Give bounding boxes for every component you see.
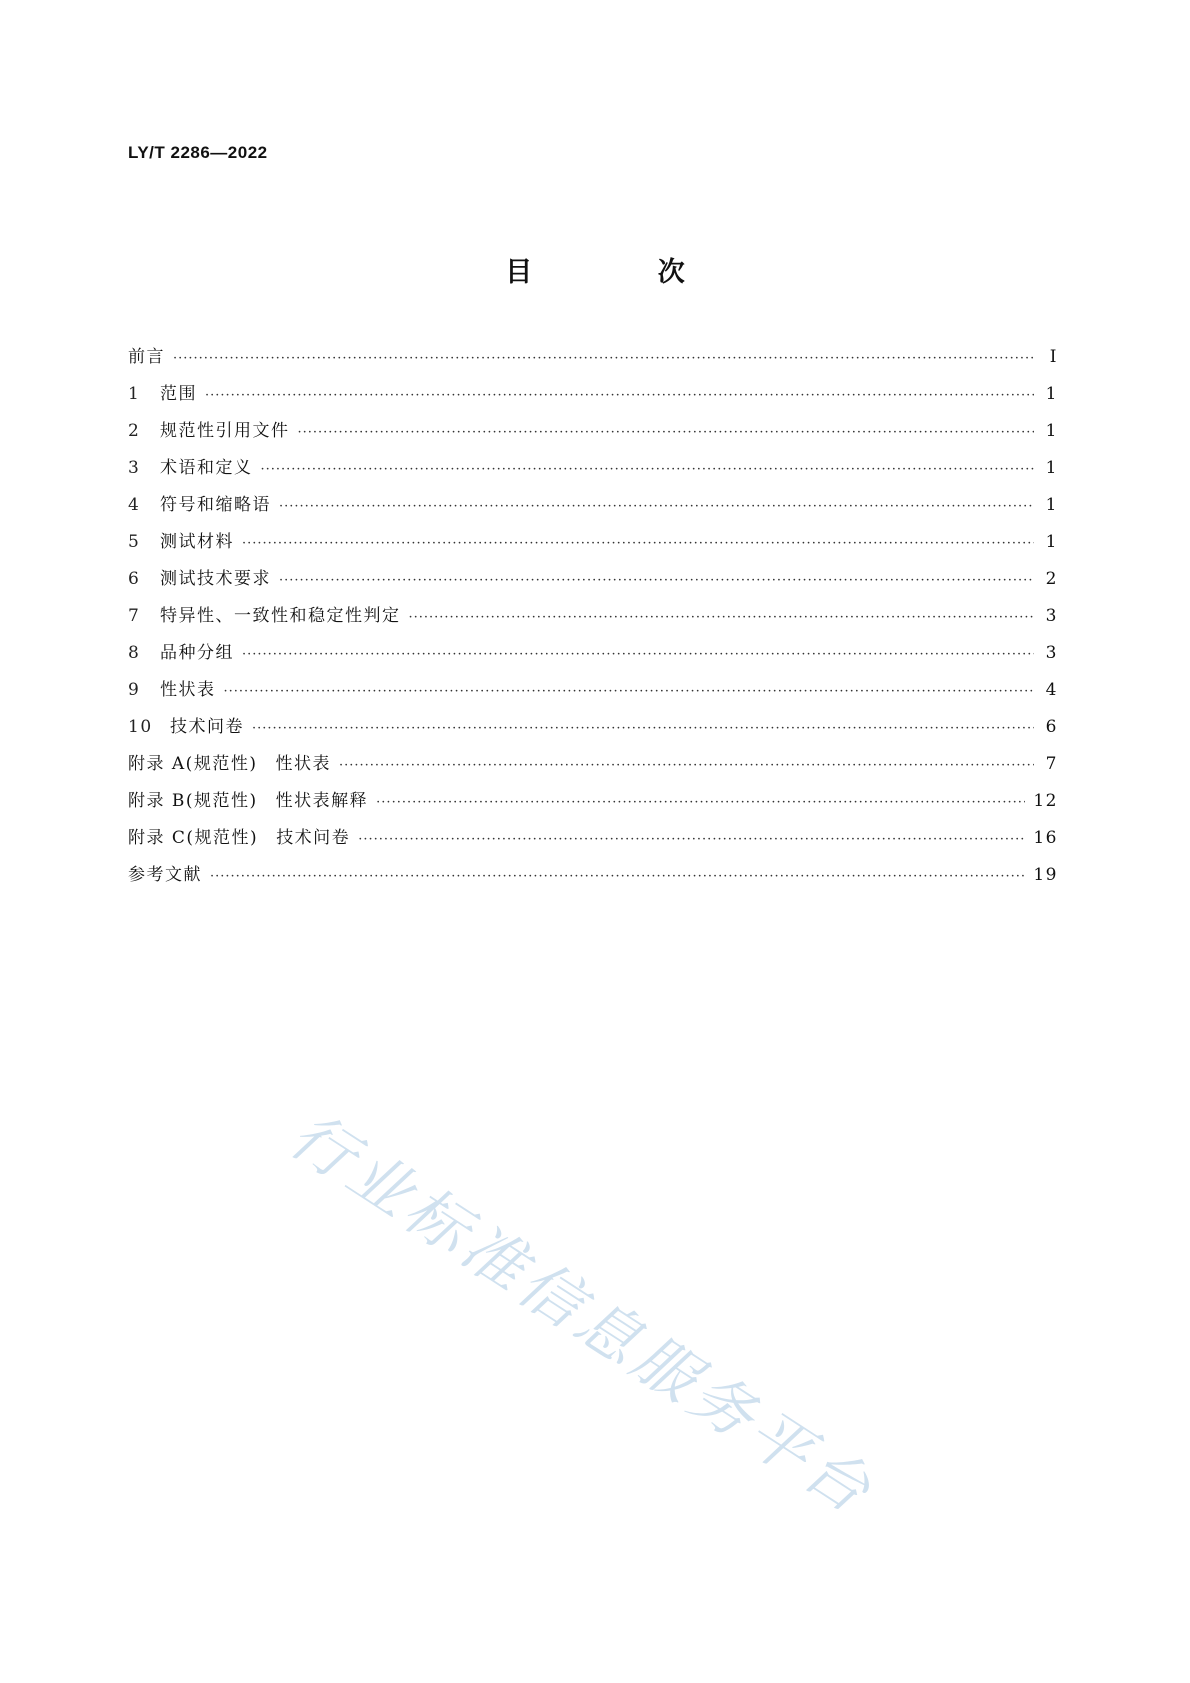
toc-entry-page: 4 — [1045, 680, 1058, 700]
document-code: LY/T 2286—2022 — [128, 143, 268, 162]
annex-title: 性状表 — [275, 754, 331, 774]
toc-entry-foreword[interactable] — [128, 342, 1058, 379]
toc-entry-number: 9 — [128, 680, 141, 700]
toc-entry-label: 品种分组 — [160, 643, 234, 663]
toc-entry-label: 测试技术要求 — [160, 569, 271, 589]
dot-leader — [279, 499, 1034, 514]
toc-entry-page: 7 — [1045, 754, 1058, 774]
dot-leader — [261, 462, 1035, 477]
annex-title: 技术问卷 — [276, 828, 351, 848]
toc-entry-label: 符号和缩略语 — [160, 495, 271, 515]
toc-entry-page: 3 — [1045, 643, 1058, 663]
toc-entry-page: 1 — [1045, 384, 1058, 404]
dot-leader — [409, 610, 1035, 625]
toc-entry-page: 1 — [1045, 532, 1058, 552]
dot-leader — [358, 832, 1025, 847]
toc-entry-page: 16 — [1033, 828, 1058, 848]
dot-leader — [298, 425, 1035, 440]
toc-entry-test-materials[interactable] — [128, 527, 1058, 564]
toc-entry-label: 技术问卷 — [170, 717, 244, 737]
dot-leader — [279, 573, 1034, 588]
toc-entry-label: 参考文献 — [128, 865, 202, 885]
toc-entry-page: Ⅰ — [1049, 347, 1058, 367]
toc-entry-normative-references[interactable] — [128, 416, 1058, 453]
toc-entry-number: 3 — [128, 458, 141, 478]
toc-entry-technical-questionnaire[interactable] — [128, 712, 1058, 749]
toc-entry-symbols[interactable] — [128, 490, 1058, 527]
toc-entry-page: 12 — [1033, 791, 1058, 811]
toc-entry-number: 8 — [128, 643, 141, 663]
dot-leader — [339, 758, 1034, 773]
toc-entry-label: 术语和定义 — [160, 458, 253, 478]
toc-entry-page: 3 — [1045, 606, 1058, 626]
dot-leader — [210, 869, 1025, 884]
toc-entry-page: 6 — [1045, 717, 1058, 737]
toc-entry-number: 2 — [128, 421, 141, 441]
toc-entry-annex-a[interactable] — [128, 749, 1058, 786]
annex-designation: 附录 C(规范性) — [128, 828, 259, 848]
dot-leader — [242, 647, 1034, 662]
annex-title: 性状表解释 — [275, 791, 369, 811]
annex-designation: 附录 B(规范性) — [128, 791, 258, 811]
toc-entry-dus-determination[interactable] — [128, 601, 1058, 638]
dot-leader — [224, 684, 1035, 699]
dot-leader — [376, 795, 1025, 810]
annex-designation: 附录 A(规范性) — [128, 754, 258, 774]
toc-entry-bibliography[interactable] — [128, 860, 1058, 897]
dot-leader — [242, 536, 1034, 551]
toc-entry-label: 性状表 — [160, 680, 216, 700]
page-title: 目 次 — [505, 257, 743, 288]
toc-entry-terms-definitions[interactable] — [128, 453, 1058, 490]
dot-leader — [205, 388, 1034, 403]
toc-entry-annex-b[interactable] — [128, 786, 1058, 823]
watermark: 行业标准信息服务平台 — [277, 1098, 888, 1530]
dot-leader — [252, 721, 1034, 736]
toc-entry-number: 4 — [128, 495, 141, 515]
toc-entry-label — [128, 786, 376, 811]
toc-entry-number: 1 — [128, 384, 141, 404]
toc-entry-page: 19 — [1033, 865, 1058, 885]
toc-entry-label: 特异性、一致性和稳定性判定 — [160, 606, 401, 626]
toc-entry-annex-c[interactable] — [128, 823, 1058, 860]
toc-entry-label: 测试材料 — [160, 532, 234, 552]
toc-entry-number: 6 — [128, 569, 141, 589]
toc-entry-page: 1 — [1045, 421, 1058, 441]
toc-entry-page: 2 — [1045, 569, 1058, 589]
toc-entry-page: 1 — [1045, 458, 1058, 478]
toc-entry-number: 7 — [128, 606, 141, 626]
toc-entry-page: 1 — [1045, 495, 1058, 515]
toc-entry-characteristics-table[interactable] — [128, 675, 1058, 712]
dot-leader — [173, 351, 1034, 366]
table-of-contents — [128, 342, 1058, 897]
toc-entry-number: 5 — [128, 532, 141, 552]
toc-entry-number: 10 — [128, 717, 153, 737]
toc-entry-label: 范围 — [160, 384, 197, 404]
toc-entry-variety-grouping[interactable] — [128, 638, 1058, 675]
toc-entry-label: 规范性引用文件 — [160, 421, 290, 441]
toc-entry-label: 前言 — [128, 347, 165, 367]
toc-entry-scope[interactable] — [128, 379, 1058, 416]
toc-entry-label — [128, 823, 358, 848]
toc-entry-label — [128, 749, 339, 774]
toc-entry-test-requirements[interactable] — [128, 564, 1058, 601]
